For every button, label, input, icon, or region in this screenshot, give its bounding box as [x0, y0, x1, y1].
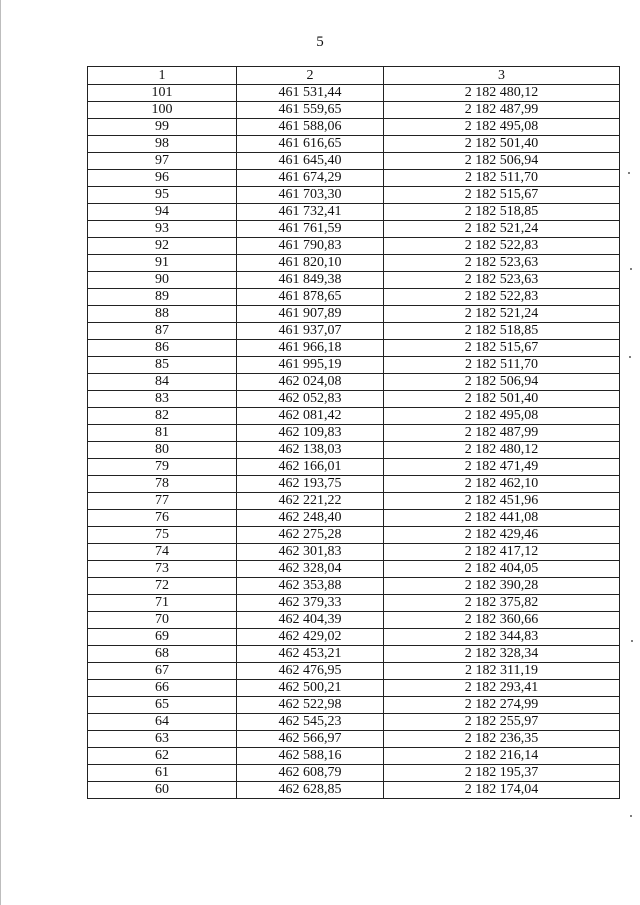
cell-x-coordinate: 462 566,97: [237, 731, 384, 748]
cell-x-coordinate: 462 275,28: [237, 527, 384, 544]
cell-y-coordinate: 2 182 462,10: [384, 476, 620, 493]
table-row: [88, 221, 620, 238]
cell-y-coordinate: 2 182 515,67: [384, 187, 620, 204]
cell-y-coordinate: 2 182 506,94: [384, 153, 620, 170]
cell-y-coordinate: 2 182 429,46: [384, 527, 620, 544]
cell-y-coordinate: 2 182 487,99: [384, 102, 620, 119]
cell-y-coordinate: 2 182 523,63: [384, 255, 620, 272]
cell-y-coordinate: 2 182 255,97: [384, 714, 620, 731]
scan-speck: [628, 172, 630, 174]
cell-x-coordinate: 462 193,75: [237, 476, 384, 493]
table-row: [88, 476, 620, 493]
cell-y-coordinate: 2 182 390,28: [384, 578, 620, 595]
cell-y-coordinate: 2 182 174,04: [384, 782, 620, 799]
table-header: [88, 67, 620, 85]
cell-y-coordinate: 2 182 236,35: [384, 731, 620, 748]
cell-point-number: 81: [88, 425, 237, 442]
cell-y-coordinate: 2 182 274,99: [384, 697, 620, 714]
cell-x-coordinate: 462 500,21: [237, 680, 384, 697]
cell-point-number: 85: [88, 357, 237, 374]
cell-y-coordinate: 2 182 521,24: [384, 306, 620, 323]
cell-y-coordinate: 2 182 404,05: [384, 561, 620, 578]
cell-y-coordinate: 2 182 328,34: [384, 646, 620, 663]
cell-x-coordinate: 461 645,40: [237, 153, 384, 170]
cell-x-coordinate: 461 878,65: [237, 289, 384, 306]
table-row: [88, 204, 620, 221]
cell-y-coordinate: 2 182 441,08: [384, 510, 620, 527]
cell-y-coordinate: 2 182 518,85: [384, 323, 620, 340]
scan-speck: [630, 268, 632, 270]
table-row: [88, 663, 620, 680]
cell-x-coordinate: 461 703,30: [237, 187, 384, 204]
cell-point-number: 97: [88, 153, 237, 170]
cell-x-coordinate: 462 404,39: [237, 612, 384, 629]
cell-point-number: 76: [88, 510, 237, 527]
cell-point-number: 98: [88, 136, 237, 153]
cell-y-coordinate: 2 182 375,82: [384, 595, 620, 612]
cell-point-number: 94: [88, 204, 237, 221]
table-row: [88, 323, 620, 340]
cell-point-number: 87: [88, 323, 237, 340]
cell-point-number: 75: [88, 527, 237, 544]
table-row: [88, 85, 620, 102]
cell-y-coordinate: 2 182 523,63: [384, 272, 620, 289]
table-row: [88, 697, 620, 714]
cell-x-coordinate: 461 588,06: [237, 119, 384, 136]
page-number: 5: [316, 34, 324, 50]
table-row: [88, 306, 620, 323]
cell-x-coordinate: 462 453,21: [237, 646, 384, 663]
cell-x-coordinate: 462 588,16: [237, 748, 384, 765]
cell-point-number: 64: [88, 714, 237, 731]
table-row: [88, 544, 620, 561]
cell-x-coordinate: 462 221,22: [237, 493, 384, 510]
cell-x-coordinate: 461 674,29: [237, 170, 384, 187]
cell-point-number: 73: [88, 561, 237, 578]
table-row: [88, 153, 620, 170]
cell-x-coordinate: 462 545,23: [237, 714, 384, 731]
cell-x-coordinate: 461 849,38: [237, 272, 384, 289]
cell-point-number: 82: [88, 408, 237, 425]
cell-point-number: 86: [88, 340, 237, 357]
cell-x-coordinate: 462 353,88: [237, 578, 384, 595]
cell-point-number: 77: [88, 493, 237, 510]
cell-point-number: 61: [88, 765, 237, 782]
cell-x-coordinate: 462 109,83: [237, 425, 384, 442]
cell-x-coordinate: 462 024,08: [237, 374, 384, 391]
table-row: [88, 629, 620, 646]
header-cell-point: 1: [88, 67, 237, 85]
table-row: [88, 170, 620, 187]
cell-point-number: 60: [88, 782, 237, 799]
scan-speck: [630, 815, 632, 817]
cell-point-number: 100: [88, 102, 237, 119]
scan-speck: [631, 640, 633, 642]
cell-y-coordinate: 2 182 417,12: [384, 544, 620, 561]
table-row: [88, 119, 620, 136]
cell-point-number: 78: [88, 476, 237, 493]
table-row: [88, 765, 620, 782]
cell-point-number: 66: [88, 680, 237, 697]
cell-point-number: 101: [88, 85, 237, 102]
table-row: [88, 748, 620, 765]
table-row: [88, 374, 620, 391]
cell-x-coordinate: 462 138,03: [237, 442, 384, 459]
cell-point-number: 88: [88, 306, 237, 323]
cell-point-number: 74: [88, 544, 237, 561]
coordinates-table: [87, 66, 620, 799]
cell-x-coordinate: 461 761,59: [237, 221, 384, 238]
table-row: [88, 391, 620, 408]
cell-x-coordinate: 462 476,95: [237, 663, 384, 680]
table-row: [88, 425, 620, 442]
cell-y-coordinate: 2 182 522,83: [384, 238, 620, 255]
table-row: [88, 595, 620, 612]
table-row: [88, 493, 620, 510]
cell-point-number: 80: [88, 442, 237, 459]
table-row: [88, 680, 620, 697]
cell-y-coordinate: 2 182 511,70: [384, 170, 620, 187]
cell-x-coordinate: 462 522,98: [237, 697, 384, 714]
table-row: [88, 646, 620, 663]
table-row: [88, 408, 620, 425]
table-row: [88, 272, 620, 289]
cell-point-number: 71: [88, 595, 237, 612]
cell-point-number: 69: [88, 629, 237, 646]
table-row: [88, 561, 620, 578]
cell-x-coordinate: 462 328,04: [237, 561, 384, 578]
header-cell-y: 3: [384, 67, 620, 85]
cell-x-coordinate: 462 608,79: [237, 765, 384, 782]
cell-y-coordinate: 2 182 518,85: [384, 204, 620, 221]
cell-x-coordinate: 462 301,83: [237, 544, 384, 561]
cell-y-coordinate: 2 182 522,83: [384, 289, 620, 306]
table-row: [88, 578, 620, 595]
table-row: [88, 187, 620, 204]
cell-x-coordinate: 462 166,01: [237, 459, 384, 476]
cell-point-number: 83: [88, 391, 237, 408]
cell-point-number: 91: [88, 255, 237, 272]
table-row: [88, 357, 620, 374]
cell-x-coordinate: 462 429,02: [237, 629, 384, 646]
cell-x-coordinate: 461 995,19: [237, 357, 384, 374]
cell-point-number: 67: [88, 663, 237, 680]
cell-point-number: 72: [88, 578, 237, 595]
table-row: [88, 255, 620, 272]
table-row: [88, 510, 620, 527]
cell-x-coordinate: 462 628,85: [237, 782, 384, 799]
cell-point-number: 65: [88, 697, 237, 714]
cell-point-number: 96: [88, 170, 237, 187]
cell-y-coordinate: 2 182 216,14: [384, 748, 620, 765]
table-row: [88, 238, 620, 255]
cell-y-coordinate: 2 182 487,99: [384, 425, 620, 442]
cell-point-number: 99: [88, 119, 237, 136]
cell-point-number: 89: [88, 289, 237, 306]
cell-y-coordinate: 2 182 451,96: [384, 493, 620, 510]
cell-point-number: 95: [88, 187, 237, 204]
cell-point-number: 79: [88, 459, 237, 476]
table-row: [88, 782, 620, 799]
cell-point-number: 90: [88, 272, 237, 289]
cell-x-coordinate: 462 081,42: [237, 408, 384, 425]
table-row: [88, 340, 620, 357]
table-row: [88, 731, 620, 748]
table-body: [88, 85, 620, 799]
cell-x-coordinate: 461 966,18: [237, 340, 384, 357]
cell-y-coordinate: 2 182 480,12: [384, 442, 620, 459]
cell-x-coordinate: 461 732,41: [237, 204, 384, 221]
cell-y-coordinate: 2 182 521,24: [384, 221, 620, 238]
cell-x-coordinate: 461 820,10: [237, 255, 384, 272]
cell-point-number: 84: [88, 374, 237, 391]
cell-x-coordinate: 462 248,40: [237, 510, 384, 527]
cell-point-number: 62: [88, 748, 237, 765]
cell-x-coordinate: 462 379,33: [237, 595, 384, 612]
table-row: [88, 612, 620, 629]
cell-point-number: 93: [88, 221, 237, 238]
header-row: [88, 67, 620, 85]
cell-y-coordinate: 2 182 511,70: [384, 357, 620, 374]
cell-x-coordinate: 461 907,89: [237, 306, 384, 323]
cell-y-coordinate: 2 182 495,08: [384, 119, 620, 136]
scan-speck: [629, 356, 631, 358]
table-row: [88, 714, 620, 731]
cell-y-coordinate: 2 182 293,41: [384, 680, 620, 697]
cell-y-coordinate: 2 182 515,67: [384, 340, 620, 357]
cell-x-coordinate: 461 937,07: [237, 323, 384, 340]
cell-y-coordinate: 2 182 471,49: [384, 459, 620, 476]
table-row: [88, 527, 620, 544]
table-row: [88, 289, 620, 306]
cell-y-coordinate: 2 182 195,37: [384, 765, 620, 782]
cell-y-coordinate: 2 182 311,19: [384, 663, 620, 680]
cell-y-coordinate: 2 182 506,94: [384, 374, 620, 391]
header-cell-x: 2: [237, 67, 384, 85]
cell-point-number: 63: [88, 731, 237, 748]
cell-x-coordinate: 461 559,65: [237, 102, 384, 119]
cell-y-coordinate: 2 182 495,08: [384, 408, 620, 425]
page-left-edge: [0, 0, 1, 905]
table-row: [88, 102, 620, 119]
cell-y-coordinate: 2 182 501,40: [384, 136, 620, 153]
cell-y-coordinate: 2 182 360,66: [384, 612, 620, 629]
table-row: [88, 459, 620, 476]
cell-y-coordinate: 2 182 480,12: [384, 85, 620, 102]
cell-point-number: 68: [88, 646, 237, 663]
cell-point-number: 70: [88, 612, 237, 629]
cell-x-coordinate: 461 616,65: [237, 136, 384, 153]
cell-x-coordinate: 461 531,44: [237, 85, 384, 102]
cell-x-coordinate: 462 052,83: [237, 391, 384, 408]
cell-y-coordinate: 2 182 344,83: [384, 629, 620, 646]
table-row: [88, 442, 620, 459]
cell-x-coordinate: 461 790,83: [237, 238, 384, 255]
table-row: [88, 136, 620, 153]
cell-y-coordinate: 2 182 501,40: [384, 391, 620, 408]
cell-point-number: 92: [88, 238, 237, 255]
